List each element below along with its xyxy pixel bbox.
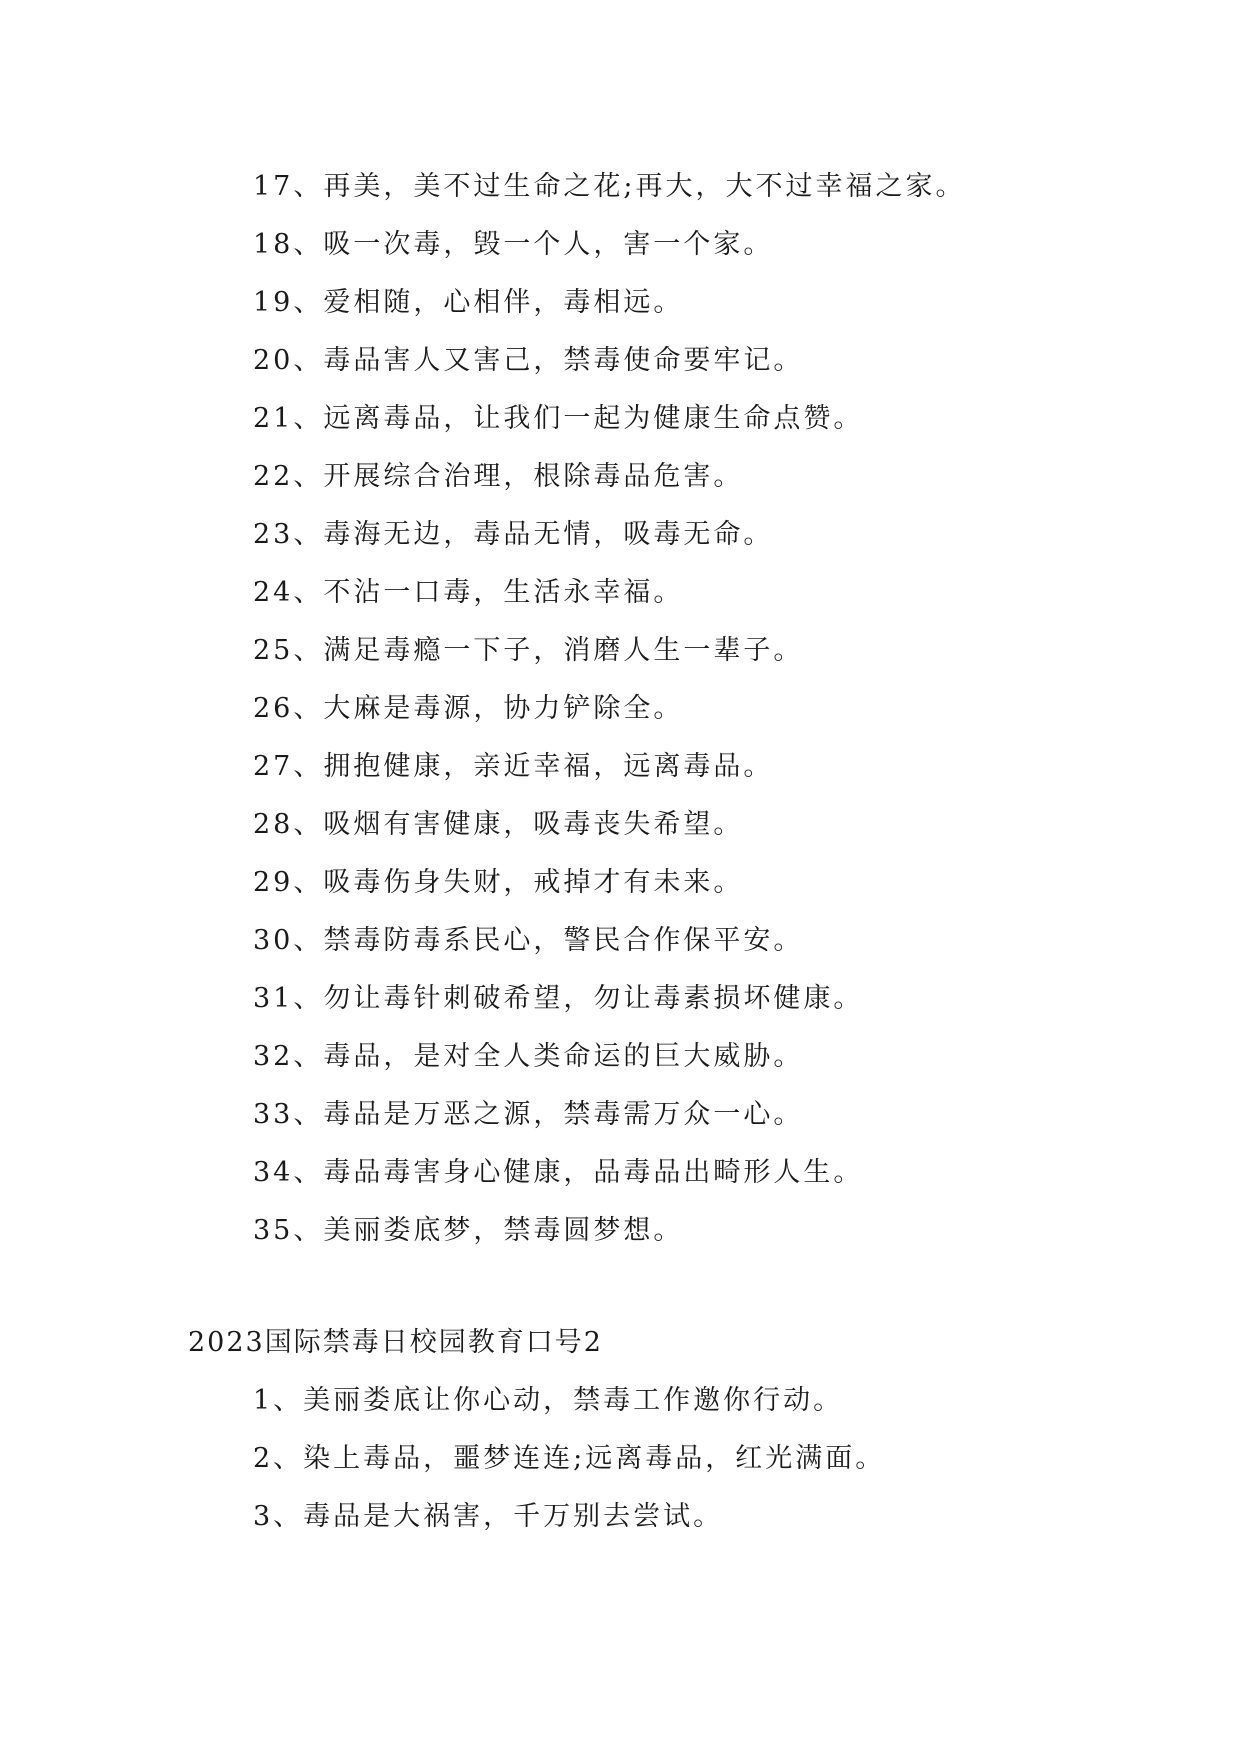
list-item: 26、大麻是毒源，协力铲除全。 <box>253 693 684 724</box>
list-item: 21、远离毒品，让我们一起为健康生命点赞。 <box>253 403 864 434</box>
list-item: 2、染上毒品，噩梦连连;远离毒品，红光满面。 <box>253 1443 886 1474</box>
list-item: 34、毒品毒害身心健康，品毒品出畸形人生。 <box>253 1157 864 1188</box>
list-item: 23、毒海无边，毒品无情，吸毒无命。 <box>253 519 774 550</box>
list-item: 24、不沾一口毒，生活永幸福。 <box>253 577 684 608</box>
list-item: 33、毒品是万恶之源，禁毒需万众一心。 <box>253 1099 804 1130</box>
list-item: 19、爱相随，心相伴，毒相远。 <box>253 287 684 318</box>
list-item: 3、毒品是大祸害，千万别去尝试。 <box>253 1501 724 1532</box>
list-item: 1、美丽娄底让你心动，禁毒工作邀你行动。 <box>253 1385 844 1416</box>
list-item: 30、禁毒防毒系民心，警民合作保平安。 <box>253 925 804 956</box>
slogan-list-2 <box>253 1372 885 1546</box>
list-item: 20、毒品害人又害己，禁毒使命要牢记。 <box>253 345 804 376</box>
list-item: 35、美丽娄底梦，禁毒圆梦想。 <box>253 1215 684 1246</box>
list-item: 22、开展综合治理，根除毒品危害。 <box>253 461 744 492</box>
slogan-list <box>253 158 965 1260</box>
list-item: 31、勿让毒针刺破希望，勿让毒素损坏健康。 <box>253 983 864 1014</box>
list-item: 32、毒品，是对全人类命运的巨大威胁。 <box>253 1041 804 1072</box>
list-item: 27、拥抱健康，亲近幸福，远离毒品。 <box>253 751 774 782</box>
list-item: 29、吸毒伤身失财，戒掉才有未来。 <box>253 867 744 898</box>
list-item: 18、吸一次毒，毁一个人，害一个家。 <box>253 229 774 260</box>
list-item: 28、吸烟有害健康，吸毒丧失希望。 <box>253 809 744 840</box>
list-item: 25、满足毒瘾一下子，消磨人生一辈子。 <box>253 635 804 666</box>
list-item: 17、再美，美不过生命之花;再大，大不过幸福之家。 <box>253 171 966 202</box>
section-heading: 2023国际禁毒日校园教育口号2 <box>188 1327 603 1358</box>
